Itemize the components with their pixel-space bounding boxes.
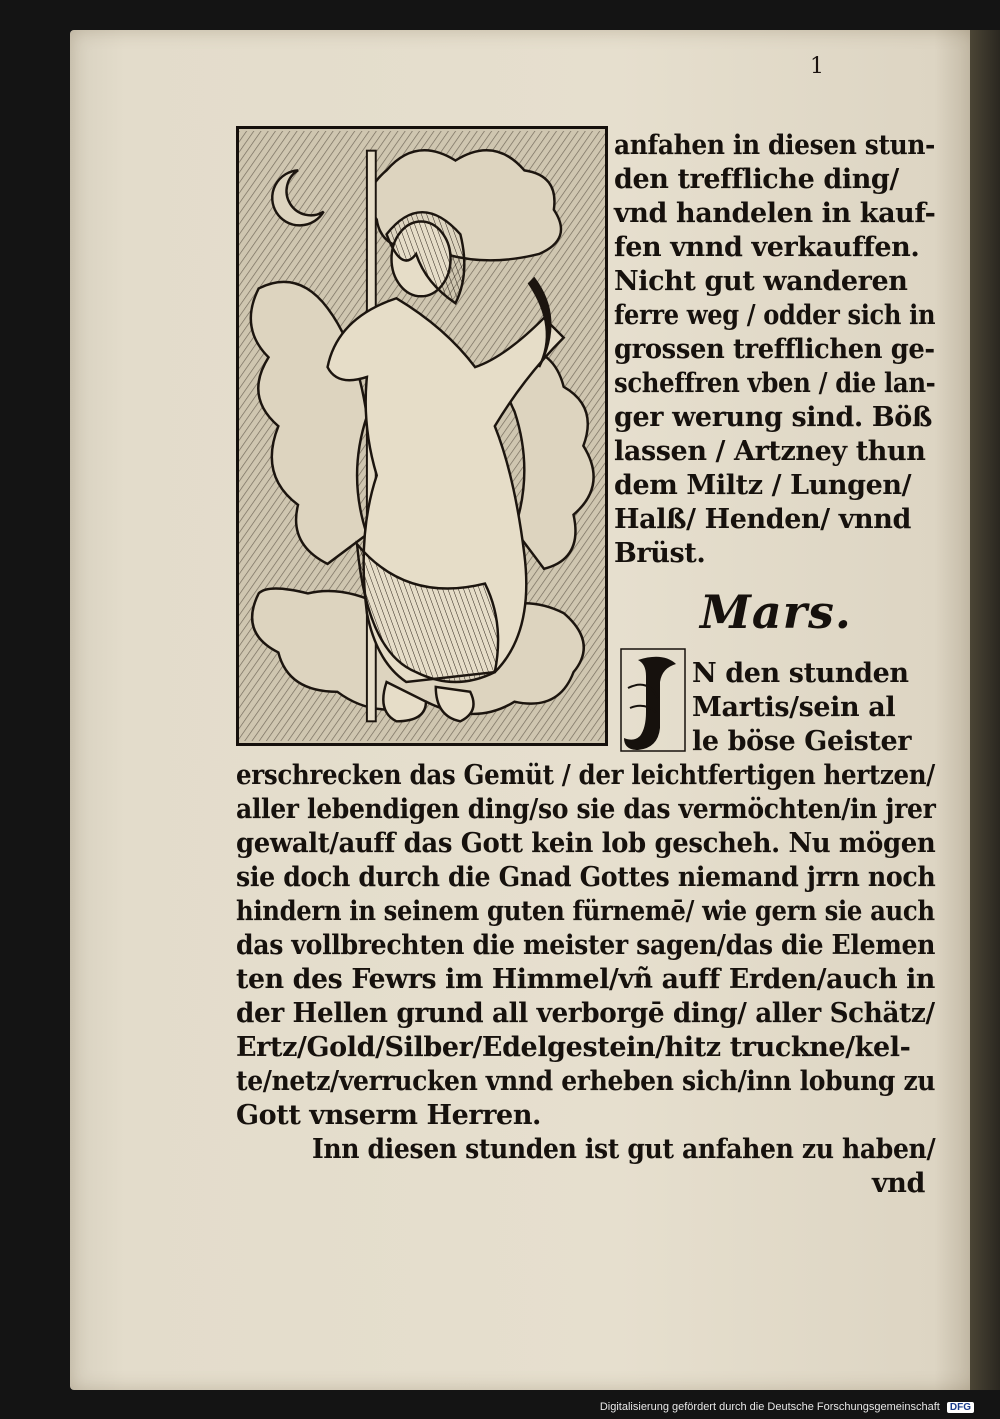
text-line: Ertz/Gold/Silber/Edelgestein/hitz truckne/kel- — [236, 1032, 911, 1063]
text-line: hindern in seinem guten fürnemē/ wie gern sie auch — [236, 896, 935, 927]
text-line: fen vnnd verkauffen. — [614, 232, 920, 263]
text-line: lassen / Artzney thun — [614, 436, 926, 467]
text-line: ten des Fewrs im Himmel/vñ auff Erden/auch in — [236, 964, 936, 995]
text-line: Martis/sein al — [692, 692, 896, 723]
corner-mark: 1 — [810, 54, 824, 79]
text-line: Nicht gut wanderen — [614, 266, 908, 297]
catchword: vnd — [872, 1168, 925, 1199]
section-heading: Mars. — [700, 585, 852, 639]
text-line: te/netz/verrucken vnnd erheben sich/inn lobung zu — [236, 1066, 936, 1097]
text-line: ferre weg / odder sich in — [614, 300, 936, 331]
footer-text: Digitalisierung gefördert durch die Deutsche Forschungsgemeinschaft — [599, 1401, 940, 1413]
text-line: das vollbrechten die meister sagen/das die Elemen — [236, 930, 936, 961]
text-line: scheffren vben / die lan- — [614, 368, 936, 399]
text-line: erschrecken das Gemüt / der leichtfertigen hertzen/ — [236, 760, 935, 791]
text-line: Halß/ Henden/ vnnd — [614, 504, 911, 535]
book-edge — [970, 30, 1000, 1390]
text-line: ger werung sind. Böß — [614, 402, 932, 433]
woodcut-illustration — [236, 126, 608, 746]
dfg-logo: DFG — [947, 1402, 974, 1413]
text-line: Brüst. — [614, 538, 706, 569]
text-line: le böse Geister — [692, 726, 912, 757]
text-line: den treffliche ding/ — [614, 164, 899, 195]
text-line: der Hellen grund all verborgē ding/ aller Schätz/ — [236, 998, 935, 1029]
text-line: dem Miltz / Lungen/ — [614, 470, 912, 501]
text-line: aller lebendigen ding/so sie das vermöchten/in jrer — [236, 794, 936, 825]
text-line: sie doch durch die Gnad Gottes niemand jrrn noch — [236, 862, 936, 893]
text-line: vnd handelen in kauf- — [614, 198, 936, 229]
decorated-initial — [620, 648, 686, 752]
text-line: Gott vnserm Herren. — [236, 1100, 542, 1131]
text-line: anfahen in diesen stun- — [614, 130, 936, 161]
text-line: gewalt/auff das Gott kein lob gescheh. Nu mögen — [236, 828, 936, 859]
text-line: N den stunden — [692, 658, 909, 689]
text-line: grossen trefflichen ge- — [614, 334, 935, 365]
footer-credit — [600, 1401, 974, 1413]
text-line: Inn diesen stunden ist gut anfahen zu haben/ — [312, 1134, 936, 1165]
